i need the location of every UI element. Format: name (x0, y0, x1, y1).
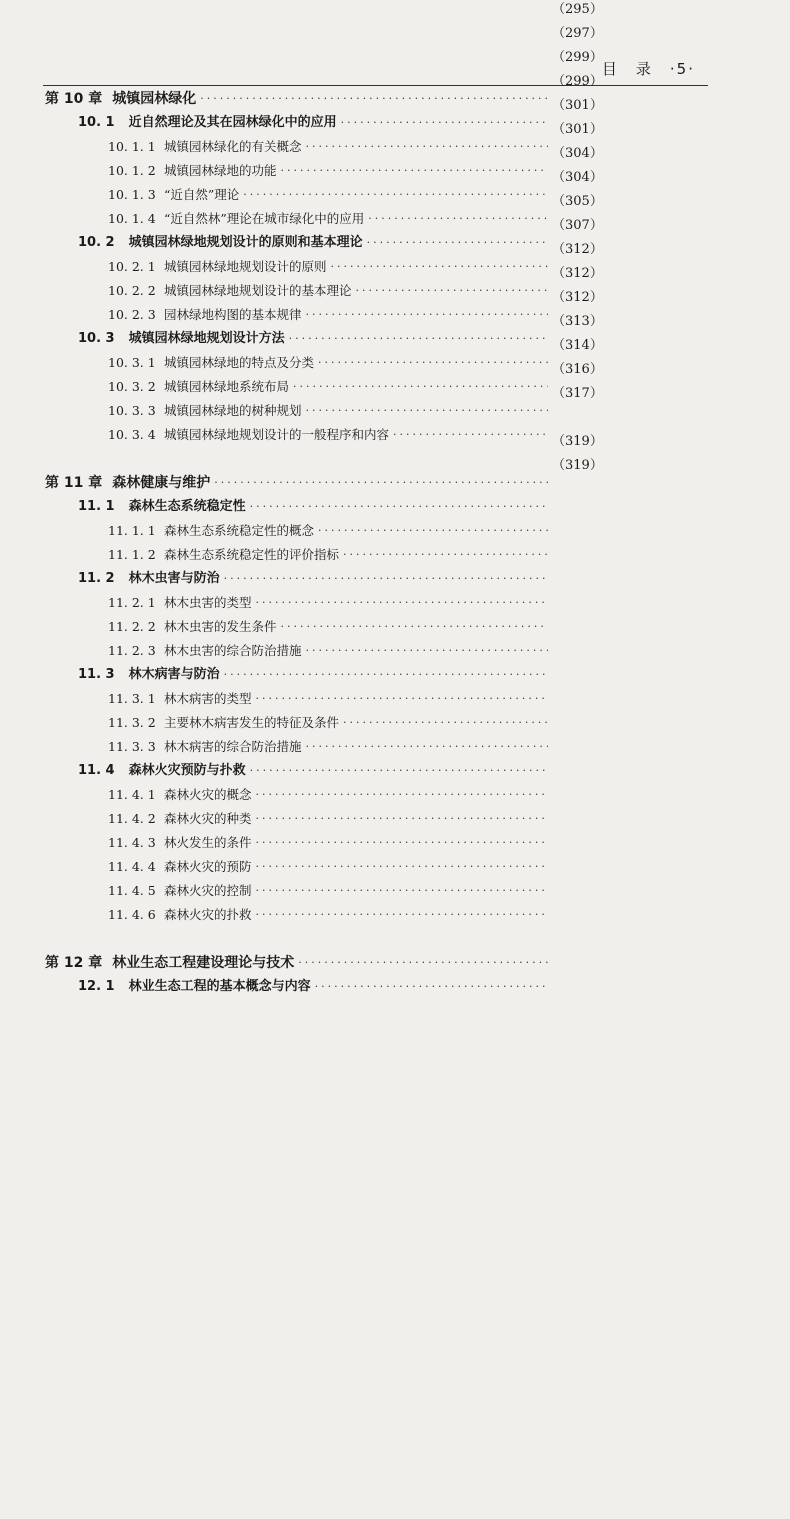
leader-dots (281, 616, 548, 638)
leader-dots (224, 664, 548, 686)
toc-entry-title: 森林健康与维护 (112, 475, 211, 491)
leader-dots (243, 184, 548, 206)
leader-dots (214, 472, 548, 494)
leader-dots (256, 832, 548, 854)
toc-entry-title: 林业生态工程的基本概念与内容 (128, 979, 311, 994)
toc-entry-page: （313） (552, 314, 603, 329)
toc-entry-number: 11. 2 (78, 571, 115, 586)
toc-entry-page: （295） (552, 2, 603, 17)
toc-entry (0, 280, 790, 302)
leader-dots (318, 352, 548, 374)
toc-entry-number: 10. 1. 2 (108, 163, 156, 178)
toc-entry (0, 256, 790, 278)
toc-entry (0, 352, 790, 374)
toc-entry-title: 林木病害的类型 (164, 691, 252, 706)
toc-entry (0, 496, 790, 518)
toc-entry-number: 11. 1. 1 (108, 523, 156, 538)
toc-entry-number: 11. 2. 1 (108, 595, 156, 610)
toc-entry-title: 城镇园林绿化的有关概念 (164, 139, 302, 154)
leader-dots (250, 760, 548, 782)
leader-dots (343, 712, 548, 734)
toc-entry-title: 城镇园林绿地规划设计的原则 (164, 259, 327, 274)
toc-entry-title: 林火发生的条件 (164, 835, 252, 850)
leader-dots (289, 328, 548, 350)
toc-entry (0, 184, 790, 206)
toc-entry-title: 森林生态系统稳定性的评价指标 (164, 547, 340, 562)
toc-entry-page: （312） (552, 266, 603, 281)
toc-entry-number: 10. 2. 3 (108, 307, 156, 322)
leader-dots (256, 688, 548, 710)
toc-entry (0, 208, 790, 230)
toc-entry-number: 11. 2. 3 (108, 643, 156, 658)
toc-entry-page: （317） (552, 386, 603, 401)
leader-dots (343, 544, 548, 566)
toc-entry-title: 城镇园林绿地规划设计的基本理论 (164, 283, 352, 298)
leader-dots (318, 520, 548, 542)
toc-entry-number: 11. 4. 2 (108, 811, 156, 826)
toc-entry (0, 112, 790, 134)
toc-entry-number: 11. 4. 3 (108, 835, 156, 850)
toc-entry-number: 11. 4. 6 (108, 907, 156, 922)
toc-entry-title: 主要林木病害发生的特征及条件 (164, 715, 340, 730)
leader-dots (315, 976, 548, 998)
leader-dots (367, 232, 548, 254)
toc-entry-title: 森林火灾的种类 (164, 811, 252, 826)
toc-entry-number: 11. 1 (78, 499, 115, 514)
toc-entry-title: 森林火灾的控制 (164, 883, 252, 898)
toc-entry-number: 第 11 章 (45, 475, 103, 491)
leader-dots (306, 640, 548, 662)
toc-entry-page: （304） (552, 170, 603, 185)
toc-entry-number: 11. 4. 5 (108, 883, 156, 898)
toc-entry-page: （312） (552, 242, 603, 257)
toc-entry-title: 城镇园林绿地系统布局 (164, 379, 290, 394)
leader-dots (281, 160, 548, 182)
toc-entry-title: 林业生态工程建设理论与技术 (112, 955, 295, 971)
toc-entry-number: 12. 1 (78, 979, 115, 994)
leader-dots (250, 496, 548, 518)
toc-entry (0, 328, 790, 350)
toc-entry-number: 10. 3. 1 (108, 355, 156, 370)
toc-entry-title: 林木病害与防治 (128, 667, 220, 682)
toc-entry-title: 近自然理论及其在园林绿化中的应用 (128, 115, 337, 130)
toc-entry-title: 林木虫害的发生条件 (164, 619, 277, 634)
leader-dots (256, 856, 548, 878)
toc-entry-page: （297） (552, 26, 603, 41)
toc-entry-number: 11. 3. 1 (108, 691, 156, 706)
toc-entry-title: 城镇园林绿地的树种规划 (164, 403, 302, 418)
leader-dots (306, 400, 548, 422)
toc-entry-title: 森林火灾的扑救 (164, 907, 252, 922)
toc-entry-title: 森林生态系统稳定性的概念 (164, 523, 315, 538)
toc-entry-title: 城镇园林绿地的特点及分类 (164, 355, 315, 370)
toc-entry-page: （299） (552, 50, 603, 65)
toc-entry (0, 304, 790, 326)
toc-entry-title: “近自然”理论 (164, 187, 240, 202)
toc-entry (0, 232, 790, 254)
toc-entry-number: 10. 2. 2 (108, 283, 156, 298)
toc-entry-page: （305） (552, 194, 603, 209)
toc-entry (0, 424, 790, 446)
toc-entry-number: 11. 3. 2 (108, 715, 156, 730)
toc-entry-page: （314） (552, 338, 603, 353)
toc-entry-page: （299） (552, 74, 603, 89)
toc-entry-title: 城镇园林绿化 (112, 91, 197, 107)
toc-entry-number: 10. 1. 3 (108, 187, 156, 202)
toc-entry (0, 376, 790, 398)
toc-entry-page: （319） (552, 458, 603, 473)
leader-dots (256, 784, 548, 806)
toc-entry-number: 11. 3 (78, 667, 115, 682)
toc-entry-title: 城镇园林绿地规划设计的一般程序和内容 (164, 427, 390, 442)
toc-entry-title: 林木病害的综合防治措施 (164, 739, 302, 754)
toc-entry (0, 160, 790, 182)
toc-entry-number: 11. 4 (78, 763, 115, 778)
toc-entry-number: 10. 3. 4 (108, 427, 156, 442)
leader-dots (331, 256, 548, 278)
toc-entry-number: 11. 4. 1 (108, 787, 156, 802)
toc-entry-title: 城镇园林绿地规划设计方法 (128, 331, 285, 346)
toc-entry-title: 城镇园林绿地的功能 (164, 163, 277, 178)
leader-dots (306, 304, 548, 326)
toc-entry (0, 472, 790, 494)
toc-entry-page: （304） (552, 146, 603, 161)
toc-entry-number: 10. 2. 1 (108, 259, 156, 274)
leader-dots (256, 808, 548, 830)
toc-entry-number: 10. 3. 3 (108, 403, 156, 418)
toc-entry-title: 林木虫害的综合防治措施 (164, 643, 302, 658)
toc-entry-number: 10. 1. 1 (108, 139, 156, 154)
toc-entry-number: 11. 1. 2 (108, 547, 156, 562)
toc-entry-number: 10. 2 (78, 235, 115, 250)
toc-entry-page: （312） (552, 290, 603, 305)
toc-entry-number: 10. 3. 2 (108, 379, 156, 394)
leader-dots (298, 952, 548, 974)
toc-entry-title: 森林生态系统稳定性 (128, 499, 246, 514)
leader-dots (306, 736, 548, 758)
toc-entry-page: （319） (552, 434, 603, 449)
toc-entry (0, 88, 790, 110)
toc-entry-title: 园林绿地构图的基本规律 (164, 307, 302, 322)
toc-entry-number: 10. 1 (78, 115, 115, 130)
toc-entry-title: “近自然林”理论在城市绿化中的应用 (164, 211, 365, 226)
leader-dots (368, 208, 548, 230)
leader-dots (356, 280, 548, 302)
leader-dots (224, 568, 548, 590)
toc-entry-page: （301） (552, 98, 603, 113)
leader-dots (256, 592, 548, 614)
leader-dots (341, 112, 548, 134)
toc-entry-number: 11. 4. 4 (108, 859, 156, 874)
toc-entry-number: 第 10 章 (45, 91, 103, 107)
toc-entry-title: 森林火灾的预防 (164, 859, 252, 874)
toc-entry-number: 第 12 章 (45, 955, 103, 971)
toc-entry-title: 城镇园林绿地规划设计的原则和基本理论 (128, 235, 363, 250)
toc-entry-page: （307） (552, 218, 603, 233)
leader-dots (200, 88, 548, 110)
toc-entry-number: 11. 3. 3 (108, 739, 156, 754)
toc-entry-title: 森林火灾预防与扑救 (128, 763, 246, 778)
leader-dots (256, 904, 548, 926)
toc-entry-number: 10. 1. 4 (108, 211, 156, 226)
leader-dots (293, 376, 548, 398)
leader-dots (306, 136, 548, 158)
leader-dots (393, 424, 548, 446)
leader-dots (256, 880, 548, 902)
toc-entry-number: 11. 2. 2 (108, 619, 156, 634)
toc-entry-page: （316） (552, 362, 603, 377)
toc-entry (0, 400, 790, 422)
toc-entry (0, 136, 790, 158)
toc-entry-title: 林木虫害的类型 (164, 595, 252, 610)
toc-entry-number: 10. 3 (78, 331, 115, 346)
toc-entry-title: 森林火灾的概念 (164, 787, 252, 802)
toc-entry-page: （301） (552, 122, 603, 137)
toc-entry-title: 林木虫害与防治 (128, 571, 220, 586)
running-header: 目 录 ·5· (601, 60, 695, 78)
